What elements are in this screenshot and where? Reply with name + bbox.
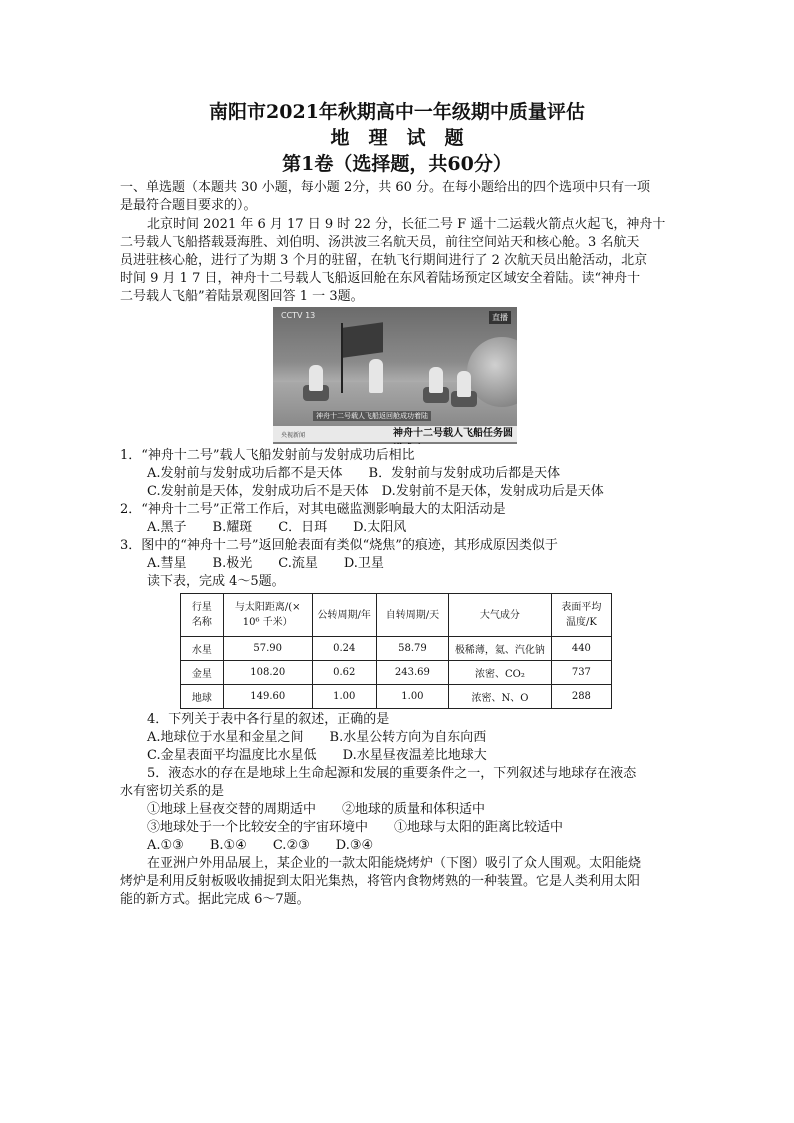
question-3-stem: 3．图中的“神舟十二号”返回舱表面有类似“烧焦”的痕迹，其形成原因类似于	[120, 538, 558, 553]
flag-icon	[343, 322, 383, 358]
table-cell: 极稀薄，氦、汽化钠	[449, 637, 552, 661]
question-2-stem: 2．“神舟十二号”正常工作后，对其电磁监测影响最大的太阳活动是	[120, 502, 506, 517]
passage-line: 烤炉是利用反射板吸收捕捉到太阳光集热，将管内食物烤熟的一种装置。它是人类利用太阳	[120, 874, 641, 889]
table-cell: 1.00	[376, 685, 448, 709]
question-3-options: A.彗星 B.极光 C.流星 D.卫星	[147, 556, 384, 571]
question-5-options: A.①③ B.①④ C.②③ D.③④	[147, 838, 374, 853]
table-cell: 地球	[181, 685, 224, 709]
subject-title: 地 理 试 题	[330, 127, 464, 149]
table-header-cell: 公转周期/年	[312, 594, 376, 637]
table-header-cell: 行星 名称	[181, 594, 224, 637]
table-cell: 0.62	[312, 661, 376, 685]
live-badge: 直播	[489, 311, 511, 324]
table-cell: 浓密、CO₂	[449, 661, 552, 685]
table-cell: 288	[551, 685, 611, 709]
landing-photo	[273, 307, 517, 444]
table-header-cell: 大气成分	[449, 594, 552, 637]
astronaut-figure	[457, 371, 471, 397]
astronaut-figure	[429, 367, 443, 393]
tv-logo: CCTV 13	[281, 311, 316, 320]
passage-line: 二号载人飞船搭载聂海胜、刘伯明、汤洪波三名航天员，前往空间站天和核心舱。3 名航天	[120, 235, 640, 250]
table-cell: 243.69	[376, 661, 448, 685]
channel-tag: 央视新闻	[281, 432, 306, 439]
table-row	[181, 685, 612, 709]
section-title: 第1卷（选择题，共60分）	[282, 153, 512, 175]
passage-line: 北京时间 2021 年 6 月 17 日 9 时 22 分，长征二号 F 遥十二运载火箭点火起飞，神舟十	[147, 217, 666, 232]
instructions-line: 一、单选题（本题共 30 小题，每小题 2分，共 60 分。在每小题给出的四个选项中只有一项	[120, 180, 651, 195]
question-1-stem: 1．“神舟十二号”载人飞船发射前与发射成功后相比	[120, 448, 415, 463]
table-header-cell: 与太阳距离/(× 10⁶ 千米）	[223, 594, 312, 637]
question-1-options: A.发射前与发射成功后都不是天体 B．发射前与发射成功后都是天体	[147, 466, 561, 481]
table-cell: 金星	[181, 661, 224, 685]
photo-caption-small: 神舟十二号载人飞船返回舱成功着陆	[313, 411, 431, 421]
table-row	[181, 661, 612, 685]
table-cell: 149.60	[223, 685, 312, 709]
question-5-items: ③地球处于一个比较安全的宇宙环境中 ①地球与太阳的距离比较适中	[147, 820, 564, 835]
question-4-options: A.地球位于水星和金星之间 B.水星公转方向为自东向西	[147, 730, 487, 745]
table-header-row	[181, 594, 612, 637]
table-intro: 读下表，完成 4～5题。	[147, 574, 285, 589]
page-title: 南阳市2021年秋期高中一年级期中质量评估	[209, 101, 585, 123]
question-4-stem: 4．下列关于表中各行星的叙述，正确的是	[147, 712, 390, 727]
passage-line: 员进驻核心舱，进行了为期 3 个月的驻留，在轨飞行期间进行了 2 次航天员出舱活动，北京	[120, 253, 648, 268]
photo-caption-main: 神舟十二号载人飞船任务圆	[273, 426, 517, 442]
passage-line: 时间 9 月 1 7 日，神舟十二号载人飞船返回舱在东风着陆场预定区域安全着陆。读“神舟十	[120, 271, 641, 286]
staff-figure	[369, 359, 383, 393]
table-row	[181, 637, 612, 661]
question-5-items: ①地球上昼夜交替的周期适中 ②地球的质量和体积适中	[147, 802, 486, 817]
question-4-options: C.金星表面平均温度比水星低 D.水星昼夜温差比地球大	[147, 748, 487, 763]
table-cell: 57.90	[223, 637, 312, 661]
table-cell: 1.00	[312, 685, 376, 709]
table-cell: 440	[551, 637, 611, 661]
question-1-options: C.发射前是天体，发射成功后不是天体 D.发射前不是天体，发射成功后是天体	[147, 484, 604, 499]
table-header-cell: 表面平均 温度/K	[551, 594, 611, 637]
table-cell: 浓密、N、O	[449, 685, 552, 709]
instructions-line: 是最符合题目要求的）。	[120, 198, 257, 213]
table-cell: 0.24	[312, 637, 376, 661]
table-header-cell: 自转周期/天	[376, 594, 448, 637]
question-5-stem: 水有密切关系的是	[120, 784, 225, 799]
table-cell: 水星	[181, 637, 224, 661]
table-cell: 58.79	[376, 637, 448, 661]
table-cell: 108.20	[223, 661, 312, 685]
question-5-stem: 5．液态水的存在是地球上生命起源和发展的重要条件之一，下列叙述与地球存在液态	[147, 766, 637, 781]
passage-line: 能的新方式。据此完成 6～7题。	[120, 892, 310, 907]
astronaut-figure	[309, 365, 323, 391]
planet-table	[180, 593, 612, 709]
passage-line: 二号载人飞船”着陆景观图回答 1 一 3题。	[120, 289, 364, 304]
question-2-options: A.黑子 B.耀斑 C．日珥 D.太阳风	[147, 520, 407, 535]
table-cell: 737	[551, 661, 611, 685]
passage-line: 在亚洲户外用品展上，某企业的一款太阳能烧烤炉（下图）吸引了众人围观。太阳能烧	[147, 856, 642, 871]
